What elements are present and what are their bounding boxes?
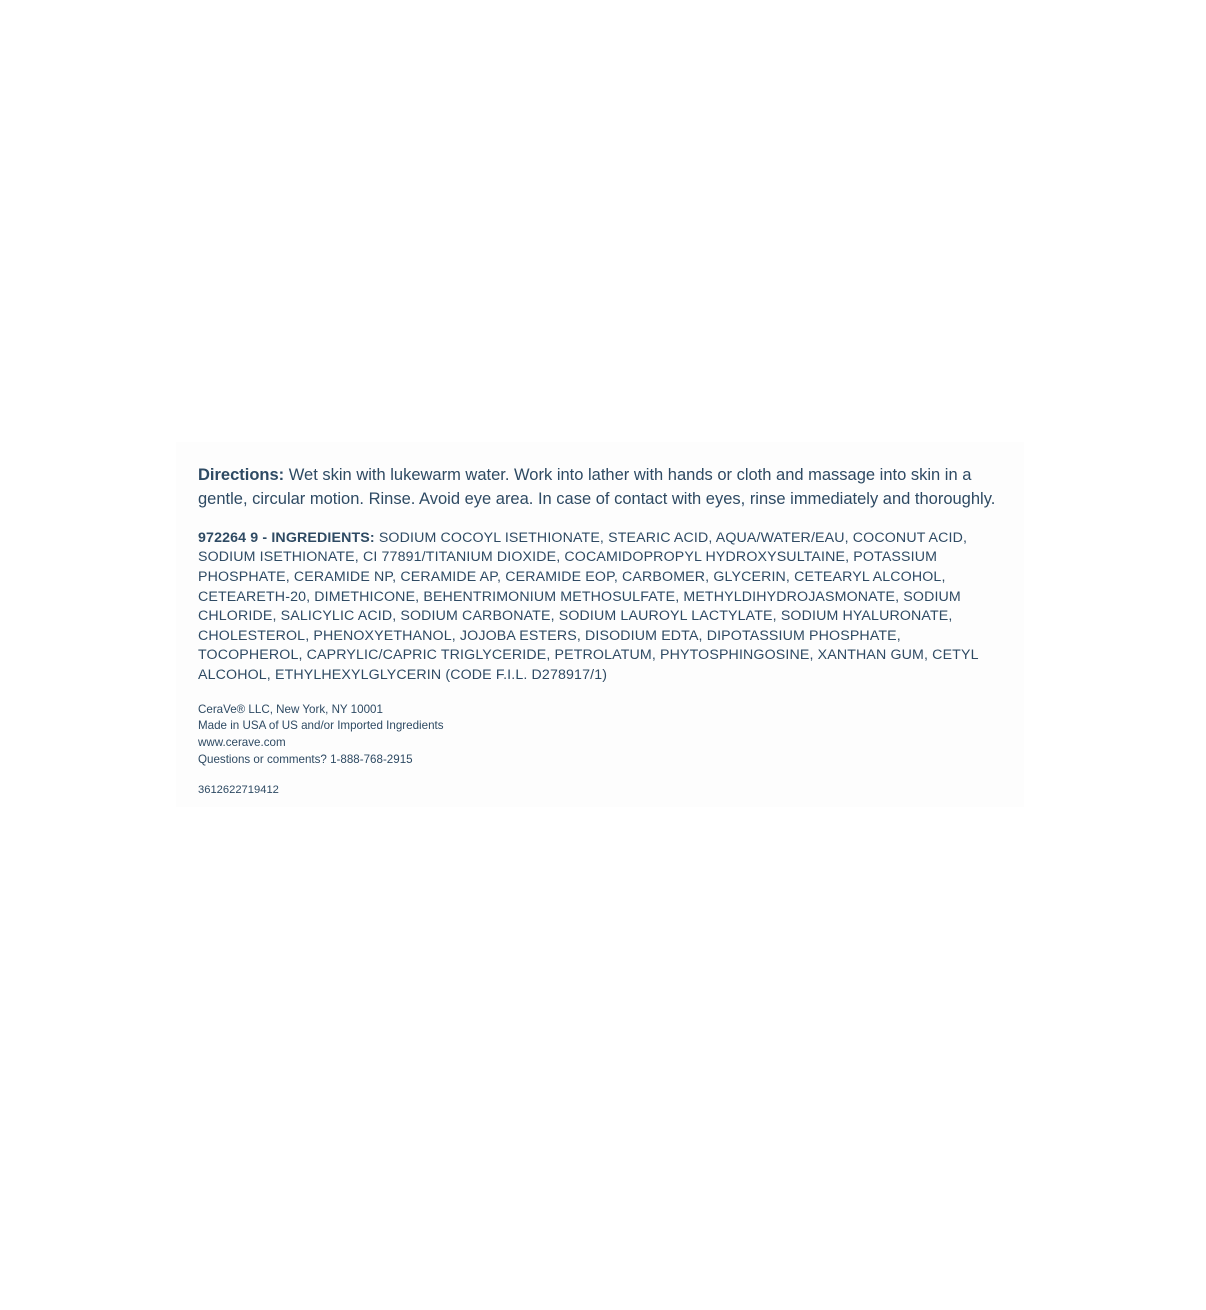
company-website: www.cerave.com [198, 736, 286, 750]
ingredients-list: SODIUM COCOYL ISETHIONATE, STEARIC ACID, AQUA/WATER/EAU, COCONUT ACID, SODIUM ISETHIONATE, CI 77891/TITANIUM DIOXIDE, COCAMIDOPROPYL HYDROXYSULTAINE, POTASSIUM PHOSPHATE, CERAMIDE NP, CERAMIDE AP, CERAMIDE EOP, CARBOMER, GLYCERIN, CETEARYL ALCOHOL, CETEARETH-20, DIMETHICONE, BEHENTRIMONIUM METHOSULFATE, METHYLDIHYDROJASMONATE, SODIUM CHLORIDE, SALICYLIC ACID, SODIUM CARBONATE, SODIUM LAUROYL LACTYLATE, SODIUM HYALURONATE, CHOLESTEROL, PHENOXYETHANOL, JOJOBA ESTERS, DISODIUM EDTA, DIPOTASSIUM PHOSPHATE, TOCOPHEROL, CAPRYLIC/CAPRIC TRIGLYCERIDE, PETROLATUM, PHYTOSPHINGOSINE, XANTHAN GUM, CETYL ALCOHOL, ETHYLHEXYLGLYCERIN (CODE F.I.L. D278917/1) [198, 529, 979, 683]
ingredients-block [198, 529, 1002, 686]
company-info-block [198, 702, 1002, 769]
directions-block [198, 464, 1002, 512]
label-content [198, 464, 1002, 797]
ingredients-code: 972264 9 - INGREDIENTS: [198, 529, 375, 546]
label-panel [176, 442, 1024, 807]
company-name-address: CeraVe® LLC, New York, NY 10001 [198, 702, 383, 716]
company-contact: Questions or comments? 1-888-768-2915 [198, 752, 413, 766]
company-origin: Made in USA of US and/or Imported Ingredients [198, 719, 444, 733]
lot-code: 3612622719412 [198, 783, 279, 796]
directions-heading: Directions: [198, 466, 285, 484]
directions-text: Wet skin with lukewarm water. Work into lather with hands or cloth and massage into skin in a gentle, circular motion. Rinse. Avoid eye area. In case of contact with eyes, rinse immediately and thoroughly. [198, 466, 996, 508]
